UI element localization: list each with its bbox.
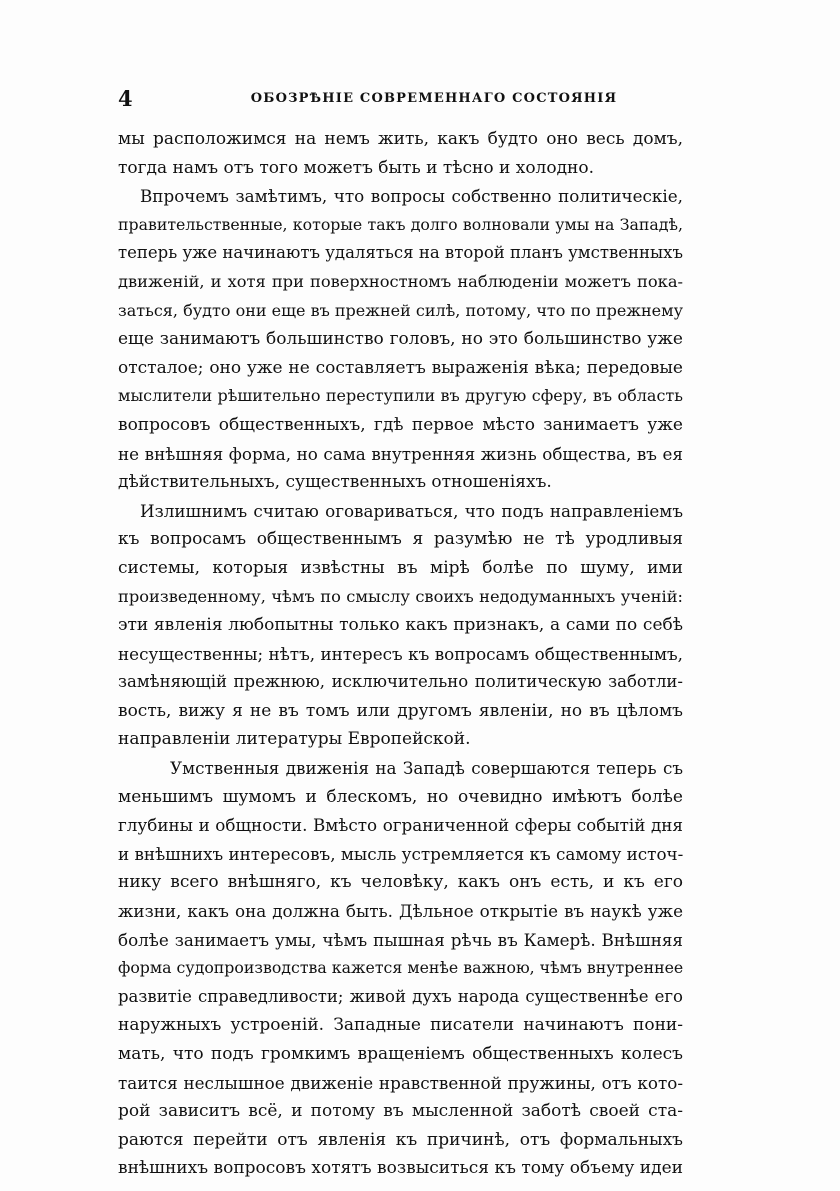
text-line: теперь уже начинаютъ удаляться на второй планъ умственныхъ [118, 243, 683, 263]
text-line: произведенному, чѣмъ по смыслу своихъ недодуманныхъ ученій: [118, 586, 683, 606]
text-line: несущественны; нѣтъ, интересъ къ вопросамъ общественнымъ, [118, 643, 683, 664]
text-line: дѣйствительныхъ, существенныхъ отношеніяхъ. [118, 472, 552, 493]
text-line: отсталое; оно уже не составляетъ выраженія вѣка; передовые [118, 357, 683, 378]
text-line: внѣшнихъ вопросовъ хотятъ возвыситься къ тому объему идеи [118, 1158, 683, 1179]
text-line: системы, которыя извѣстны въ мірѣ болѣе по шуму, ими [118, 557, 683, 578]
text-line: вость, вижу я не въ томъ или другомъ явленіи, но въ цѣломъ [118, 700, 683, 721]
text-line: мать, что подъ громкимъ вращеніемъ общественныхъ колесъ [118, 1044, 683, 1064]
running-title: ОБОЗРѢНІЕ СОВРЕМЕННАГО СОСТОЯНІЯ [250, 91, 618, 106]
text-line: раются перейти отъ явленія къ причинѣ, отъ формальныхъ [118, 1129, 683, 1150]
text-line: болѣе занимаетъ умы, чѣмъ пышная рѣчь въ Камерѣ. Внѣшняя [118, 929, 683, 950]
paragraph-4 [118, 754, 683, 1183]
text-line: мыслители рѣшительно переступили въ другую сферу, въ область [118, 386, 683, 406]
text-line: меньшимъ шумомъ и блескомъ, но очевидно имѣютъ болѣе [118, 786, 683, 807]
text-line: наружныхъ устроеній. Западные писатели начинаютъ пони- [118, 1015, 683, 1036]
text-line: и внѣшнихъ интересовъ, мысль устремляется къ самому источ- [118, 843, 684, 864]
text-line: направленіи литературы Европейской. [118, 729, 471, 750]
text-line: Излишнимъ считаю оговариваться, что подъ направленіемъ [140, 500, 683, 521]
text-line: Умственныя движенія на Западѣ совершаются теперь съ [170, 758, 683, 779]
text-line: еще занимаютъ большинство головъ, но это большинство уже [118, 329, 683, 350]
page-number: 4 [118, 86, 133, 111]
running-head [118, 84, 688, 114]
text-line: правительственные, которые такъ долго волновали умы на Западѣ, [118, 214, 683, 234]
text-line: форма судопроизводства кажется менѣе важною, чѣмъ внутреннее [118, 958, 684, 978]
paragraph-1 [118, 125, 683, 182]
text-line: мы расположимся на немъ жить, какъ будто оно весь домъ, [118, 129, 683, 149]
text-line: таится неслышное движеніе нравственной пружины, отъ кото- [118, 1072, 683, 1093]
text-line: заться, будто они еще въ прежней силѣ, потому, что по прежнему [118, 300, 683, 320]
text-line: не внѣшняя форма, но сама внутренняя жизнь общества, въ ея [118, 443, 683, 464]
text-line: тогда намъ отъ того можетъ быть и тѣсно и холодно. [118, 157, 595, 178]
text-line: эти явленія любопытны только какъ признакъ, а сами по себѣ [118, 615, 683, 636]
text-line: Впрочемъ замѣтимъ, что вопросы собственно политическіе, [140, 186, 683, 207]
text-line: вопросовъ общественныхъ, гдѣ первое мѣсто занимаетъ уже [118, 414, 683, 435]
text-line: движеній, и хотя при поверхностномъ наблюденіи можетъ пока- [118, 271, 683, 291]
text-line: къ вопросамъ общественнымъ я разумѣю не тѣ уродливыя [118, 529, 683, 550]
body-text [118, 125, 683, 1183]
text-line: нику всего внѣшняго, къ человѣку, какъ онъ есть, и къ его [118, 872, 683, 893]
text-line: рой зависитъ всё, и потому въ мысленной заботѣ своей ста- [118, 1101, 683, 1122]
paragraph-2 [118, 182, 683, 497]
paragraph-3 [118, 497, 683, 754]
text-line: развитіе справедливости; живой духъ народа существеннѣе его [118, 986, 683, 1006]
text-line: замѣняющій прежнюю, исключительно политическую заботли- [118, 672, 683, 692]
text-line: жизни, какъ она должна быть. Дѣльное открытіе въ наукѣ уже [118, 901, 683, 922]
text-line: глубины и общности. Вмѣсто ограниченной сферы событій дня [118, 815, 683, 836]
